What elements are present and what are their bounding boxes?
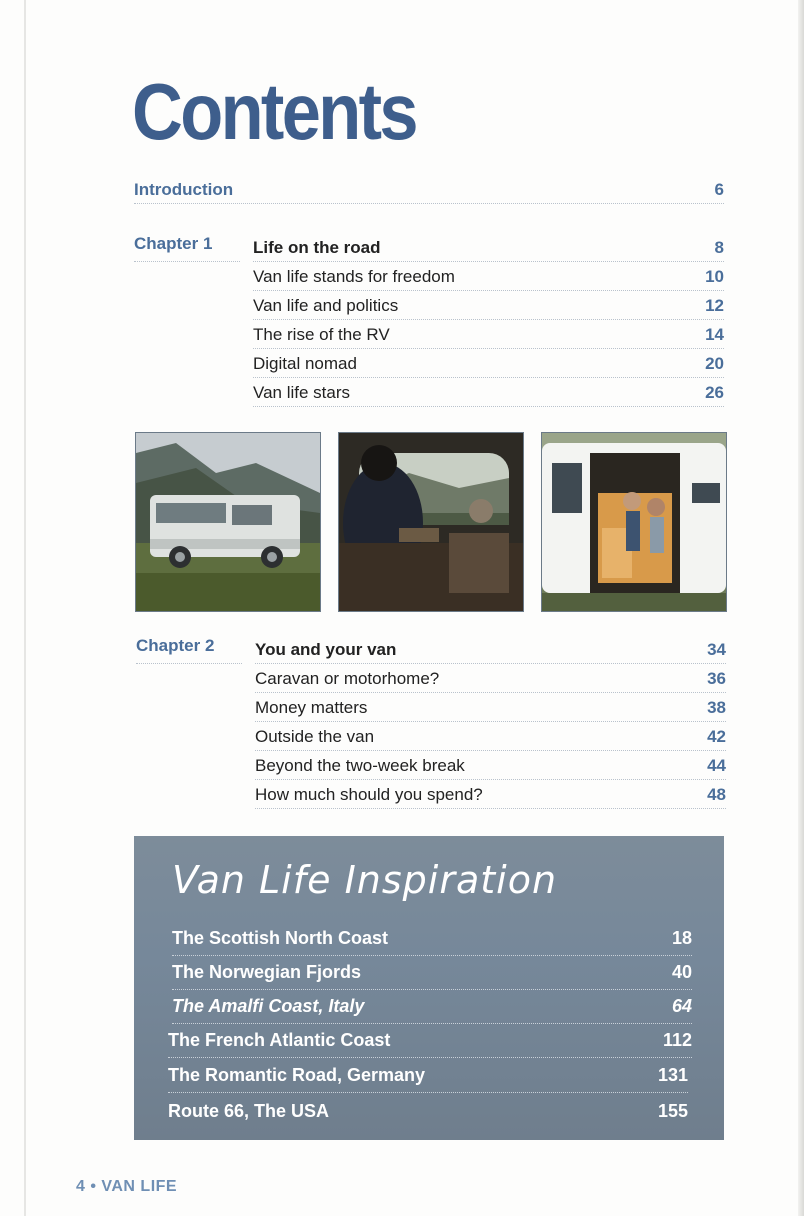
inspiration-item-title: The Romantic Road, Germany bbox=[168, 1065, 426, 1085]
toc-row-title: Life on the road bbox=[253, 238, 381, 257]
inspiration-item[interactable] bbox=[172, 990, 692, 1024]
toc-row-title: Money matters bbox=[255, 698, 368, 717]
page-title: Contents bbox=[132, 67, 416, 156]
toc-row-title: How much should you spend? bbox=[255, 785, 483, 804]
inspiration-item-page: 131 bbox=[657, 1065, 688, 1085]
toc-row-title: Van life stands for freedom bbox=[253, 267, 455, 286]
inspiration-item[interactable] bbox=[168, 1094, 688, 1128]
toc-row[interactable] bbox=[255, 665, 726, 693]
inspiration-item[interactable] bbox=[172, 922, 692, 956]
toc-row-title: Outside the van bbox=[255, 727, 375, 746]
toc-row[interactable] bbox=[253, 292, 724, 320]
inspiration-title: Van Life Inspiration bbox=[172, 858, 558, 902]
toc-row[interactable] bbox=[253, 350, 724, 378]
inspiration-item-page: 64 bbox=[671, 996, 692, 1016]
toc-row-page: 36 bbox=[707, 669, 726, 688]
toc-row-page: 12 bbox=[705, 296, 724, 315]
toc-row-title: Caravan or motorhome? bbox=[255, 669, 440, 688]
inspiration-panel bbox=[134, 836, 724, 1140]
inspiration-item-title: The Scottish North Coast bbox=[172, 928, 389, 948]
inspiration-item[interactable] bbox=[172, 956, 692, 990]
toc-row[interactable] bbox=[255, 636, 726, 664]
page-edge bbox=[24, 0, 26, 1216]
toc-row[interactable] bbox=[255, 694, 726, 722]
toc-row-title: The rise of the RV bbox=[253, 325, 390, 344]
toc-row-page: 20 bbox=[705, 354, 724, 373]
inspiration-item[interactable] bbox=[168, 1059, 688, 1093]
toc-row-page: 14 bbox=[705, 325, 724, 344]
toc-row-title: You and your van bbox=[255, 640, 397, 659]
toc-row-page: 10 bbox=[705, 267, 724, 286]
toc-row[interactable] bbox=[253, 234, 724, 262]
page-edge-shadow bbox=[798, 0, 804, 1216]
toc-introduction-label: Introduction bbox=[134, 180, 234, 199]
inspiration-item-page: 40 bbox=[671, 962, 692, 982]
toc-row-page: 8 bbox=[714, 238, 724, 257]
toc-introduction-page: 6 bbox=[714, 180, 724, 199]
inspiration-item-page: 18 bbox=[671, 928, 692, 948]
toc-row[interactable] bbox=[253, 379, 724, 407]
toc-row-title: Van life stars bbox=[253, 383, 351, 402]
toc-row-page: 42 bbox=[707, 727, 726, 746]
toc-row[interactable] bbox=[255, 781, 726, 809]
toc-row-title: Van life and politics bbox=[253, 296, 399, 315]
campervan-mountains-photo bbox=[135, 432, 321, 612]
chapter-1-label: Chapter 1 bbox=[134, 234, 240, 262]
inspiration-item-title: The French Atlantic Coast bbox=[168, 1030, 391, 1050]
toc-row-title: Digital nomad bbox=[253, 354, 357, 373]
toc-row-page: 26 bbox=[705, 383, 724, 402]
inspiration-item-title: The Norwegian Fjords bbox=[172, 962, 362, 982]
inspiration-item[interactable] bbox=[168, 1024, 692, 1058]
toc-row[interactable] bbox=[253, 263, 724, 291]
toc-row[interactable] bbox=[253, 321, 724, 349]
inspiration-item-title: Route 66, The USA bbox=[168, 1101, 330, 1121]
toc-row-page: 44 bbox=[707, 756, 726, 775]
toc-row-page: 48 bbox=[707, 785, 726, 804]
toc-row-page: 38 bbox=[707, 698, 726, 717]
van-side-door-people-photo bbox=[541, 432, 727, 612]
chapter-2-label: Chapter 2 bbox=[136, 636, 242, 664]
van-interior-driver-photo bbox=[338, 432, 524, 612]
toc-introduction[interactable] bbox=[134, 176, 724, 204]
inspiration-item-page: 112 bbox=[662, 1030, 692, 1050]
page-footer: 4 • VAN LIFE bbox=[76, 1178, 178, 1195]
toc-row-page: 34 bbox=[707, 640, 726, 659]
inspiration-item-page: 155 bbox=[657, 1101, 688, 1121]
toc-row[interactable] bbox=[255, 752, 726, 780]
inspiration-item-title: The Amalfi Coast, Italy bbox=[172, 996, 365, 1016]
toc-row[interactable] bbox=[255, 723, 726, 751]
toc-row-title: Beyond the two-week break bbox=[255, 756, 465, 775]
